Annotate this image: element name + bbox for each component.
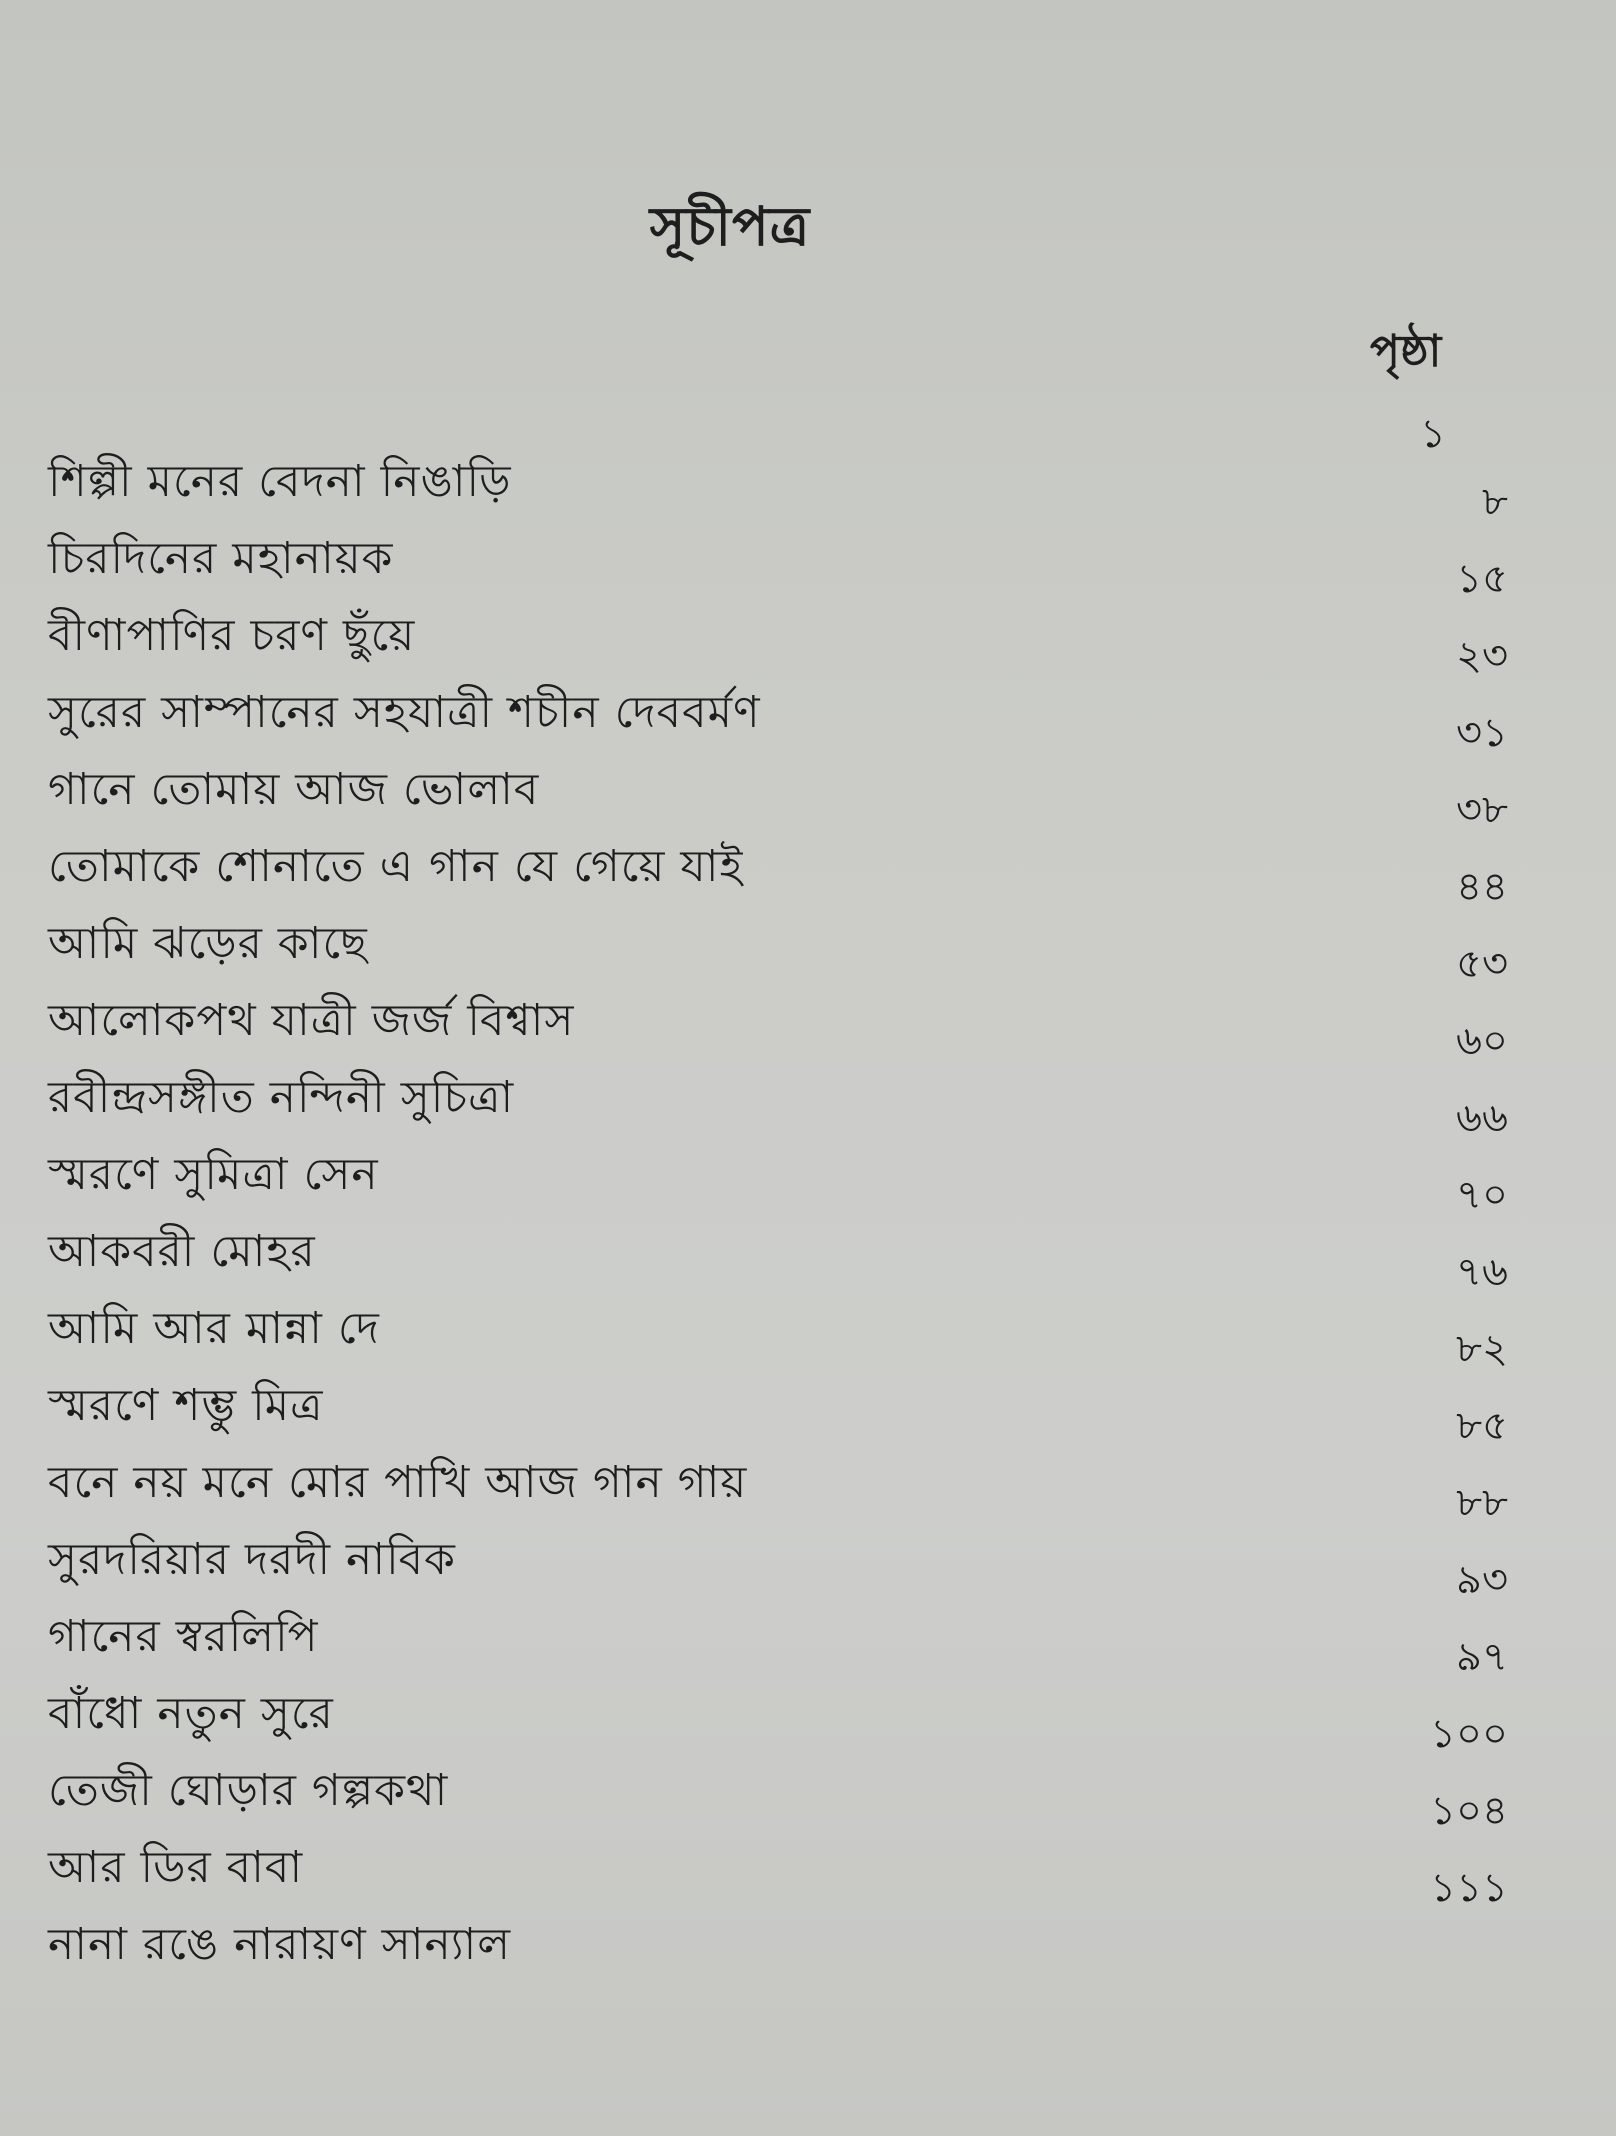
toc-entry-title: চিরদিনের মহানায়ক [48, 533, 394, 584]
toc-entry-page: ১০৪ [1430, 1788, 1508, 1834]
page-column-label: পৃষ্ঠা [1370, 326, 1442, 377]
toc-entry-title: স্মরণে সুমিত্রা সেন [48, 1149, 379, 1200]
toc-entry-page: ৭৬ [1455, 1249, 1508, 1295]
toc-entry [48, 606, 1508, 683]
toc-entry-title: আমি ঝড়ের কাছে [48, 918, 368, 969]
toc-entry-page: ১১১ [1430, 1865, 1508, 1911]
toc-entry [48, 1684, 1508, 1761]
table-of-contents [48, 452, 1508, 1992]
toc-entry-title: আমি আর মান্না দে [48, 1303, 380, 1354]
toc-entry-title: সুরদরিয়ার দরদী নাবিক [48, 1534, 456, 1585]
toc-entry-page: ৮২ [1456, 1326, 1508, 1372]
toc-entry [48, 1453, 1508, 1530]
toc-entry-page: ৬০ [1455, 1018, 1508, 1064]
toc-entry-page: ৩১ [1456, 710, 1508, 756]
first-page-number: ১ [1420, 411, 1446, 457]
toc-entry-page: ৮৮ [1456, 1480, 1508, 1526]
toc-entry-page: ৮ [1482, 479, 1508, 525]
toc-entry-title: রবীন্দ্রসঙ্গীত নন্দিনী সুচিত্রা [48, 1072, 515, 1123]
toc-entry-title: আকবরী মোহর [48, 1226, 316, 1277]
toc-entry [48, 1222, 1508, 1299]
toc-entry [48, 1761, 1508, 1838]
toc-entry-page: ২৩ [1455, 633, 1508, 679]
toc-entry [48, 837, 1508, 914]
toc-entry-title: আর ডির বাবা [48, 1842, 304, 1893]
toc-entry-page: ৭০ [1455, 1172, 1508, 1218]
toc-entry [48, 452, 1508, 529]
toc-entry-page: ৯৩ [1456, 1557, 1508, 1603]
toc-entry-title: বনে নয় মনে মোর পাখি আজ গান গায় [48, 1457, 748, 1508]
toc-entry-title: স্মরণে শম্ভু মিত্র [48, 1380, 324, 1431]
toc-entry-title: আলোকপথ যাত্রী জর্জ বিশ্বাস [48, 995, 575, 1046]
toc-entry-page: ১০০ [1430, 1711, 1508, 1757]
toc-entry [48, 1607, 1508, 1684]
toc-entry [48, 1376, 1508, 1453]
toc-entry [48, 1838, 1508, 1915]
toc-entry [48, 1068, 1508, 1145]
toc-entry [48, 1145, 1508, 1222]
page-title: সূচীপত্র [649, 195, 811, 258]
toc-entry-page: ৬৬ [1455, 1095, 1508, 1141]
toc-entry-title: শিল্পী মনের বেদনা নিঙাড়ি [48, 456, 512, 507]
toc-entry-title: তেজী ঘোড়ার গল্পকথা [48, 1765, 449, 1816]
toc-entry-page: ৯৭ [1456, 1634, 1508, 1680]
toc-entry-title: গানে তোমায় আজ ভোলাব [48, 764, 540, 815]
toc-entry [48, 1915, 1508, 1992]
toc-entry-title: তোমাকে শোনাতে এ গান যে গেয়ে যাই [48, 841, 744, 892]
toc-entry-page: ৪৪ [1456, 864, 1508, 910]
toc-entry [48, 760, 1508, 837]
toc-entry-page: ৩৮ [1456, 787, 1508, 833]
toc-entry-page: ৫৩ [1456, 941, 1508, 987]
toc-entry [48, 914, 1508, 991]
toc-entry [48, 1299, 1508, 1376]
toc-entry-title: সুরের সাম্পানের সহযাত্রী শচীন দেববর্মণ [48, 687, 761, 738]
toc-entry [48, 1530, 1508, 1607]
toc-entry-page: ৮৫ [1456, 1403, 1508, 1449]
toc-entry [48, 529, 1508, 606]
toc-entry-title: বাঁধো নতুন সুরে [48, 1688, 334, 1739]
toc-entry-title: নানা রঙে নারায়ণ সান্যাল [48, 1919, 512, 1970]
toc-entry-title: গানের স্বরলিপি [48, 1611, 319, 1662]
toc-entry-title: বীণাপাণির চরণ ছুঁয়ে [48, 610, 416, 661]
toc-entry [48, 991, 1508, 1068]
toc-entry-page: ১৫ [1456, 556, 1508, 602]
toc-entry [48, 683, 1508, 760]
